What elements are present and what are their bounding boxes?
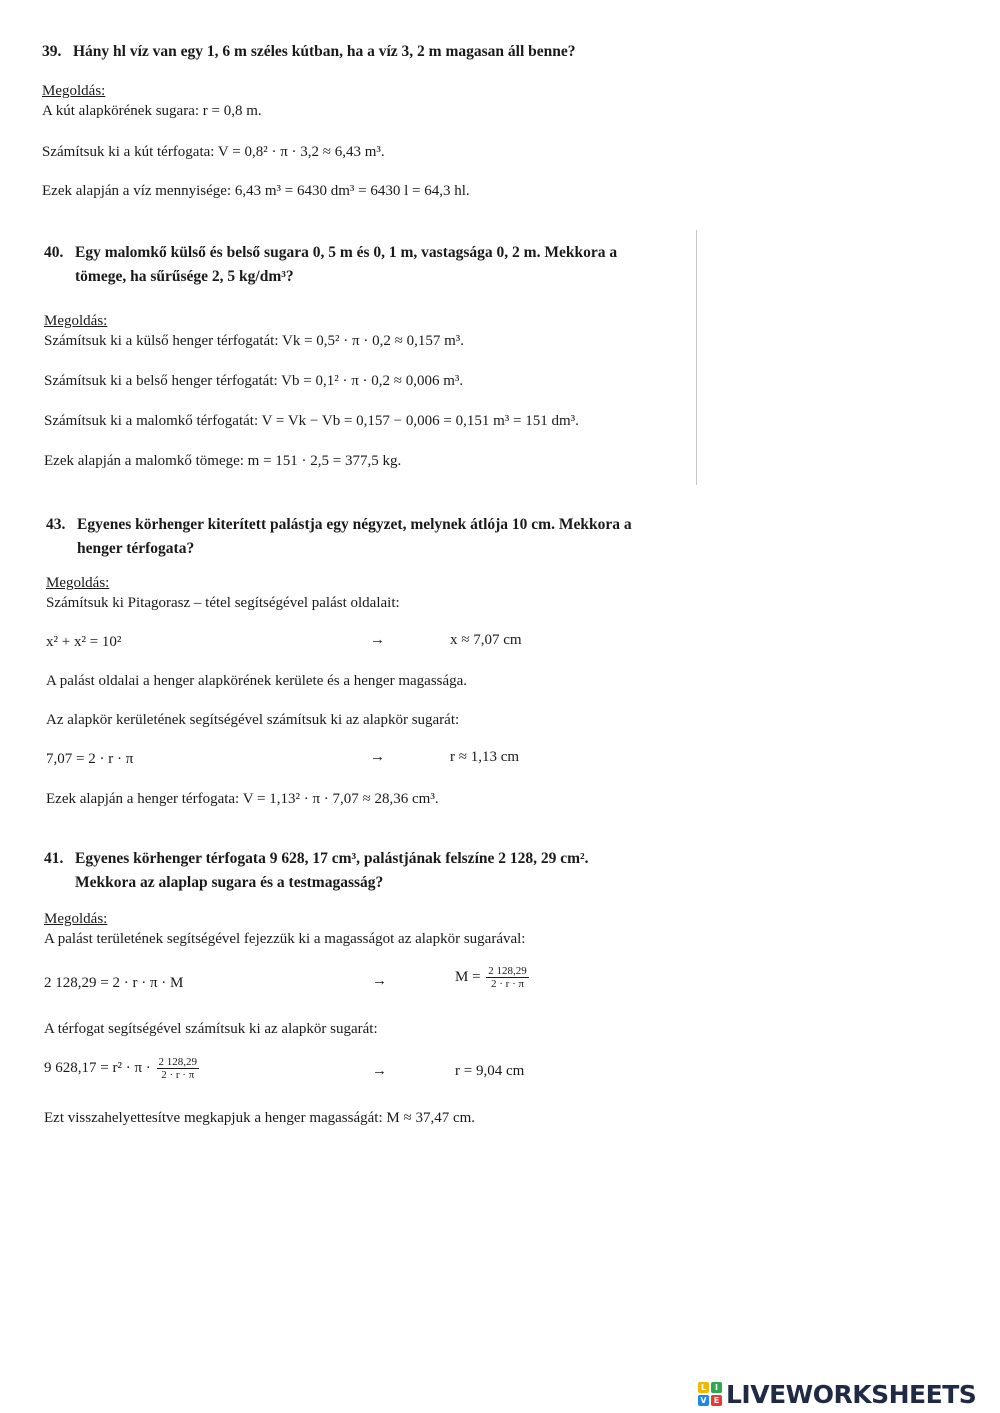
solution-heading: Megoldás:	[44, 911, 108, 927]
fraction-denominator: 2 · r · π	[161, 1069, 195, 1081]
question-text: Egyenes körhenger térfogata 9 628, 17 cm³, palástjának felszíne 2 128, 29 cm².	[75, 850, 589, 867]
question-text: Egyenes körhenger kiterített palástja egy négyzet, melynek átlója 10 cm. Mekkora a	[77, 516, 632, 533]
solution-line: A palást oldalai a henger alapkörének kerülete és a henger magassága.	[46, 673, 468, 689]
logo-tile: E	[711, 1395, 722, 1406]
solution-line: Számítsuk ki a malomkő térfogatát: V = Vk − Vb = 0,157 − 0,006 = 0,151 m³ = 151 dm³.	[44, 413, 579, 429]
equation-right: r = 9,04 cm	[455, 1063, 525, 1079]
fraction-denominator: 2 · r · π	[491, 978, 525, 990]
fraction	[486, 965, 529, 990]
solution-line: Számítsuk ki a belső henger térfogatát: Vb = 0,1² · π · 0,2 ≈ 0,006 m³.	[44, 373, 464, 389]
solution-line: Az alapkör kerületének segítségével számítsuk ki az alapkör sugarát:	[46, 712, 460, 728]
problem-number: 43.	[46, 516, 66, 533]
question-text: tömege, ha sűrűsége 2, 5 kg/dm³?	[75, 268, 294, 285]
solution-line: Ezek alapján a malomkő tömege: m = 151 · 2,5 = 377,5 kg.	[44, 453, 402, 469]
liveworksheets-logo	[698, 1379, 976, 1409]
arrow-icon: →	[370, 749, 385, 765]
solution-line: Számítsuk ki a kút térfogata: V = 0,8² · π · 3,2 ≈ 6,43 m³.	[42, 144, 385, 160]
solution-line: A palást területének segítségével fejezzük ki a magasságot az alapkör sugarával:	[44, 931, 526, 947]
logo-tiles-icon	[698, 1382, 722, 1406]
solution-line: Ezek alapján a víz mennyisége: 6,43 m³ = 6430 dm³ = 6430 l = 64,3 hl.	[42, 183, 470, 199]
arrow-icon: →	[370, 632, 385, 648]
fraction-numerator: 2 128,29	[158, 1056, 198, 1068]
equation-prefix: M =	[455, 968, 481, 985]
fraction	[157, 1056, 200, 1081]
problem-number: 41.	[44, 850, 64, 867]
arrow-icon: →	[372, 1063, 387, 1079]
problem-40-question	[44, 241, 694, 289]
problem-43-question	[46, 513, 696, 561]
equation-left: 2 128,29 = 2 · r · π · M	[44, 975, 184, 991]
equation-prefix: 9 628,17 = r² · π ·	[44, 1059, 151, 1076]
solution-heading: Megoldás:	[42, 83, 106, 99]
equation-right	[455, 965, 531, 990]
solution-line: Számítsuk ki Pitagorasz – tétel segítségével palást oldalait:	[46, 595, 400, 611]
solution-line: A kút alapkörének sugara: r = 0,8 m.	[42, 103, 262, 119]
problem-number: 40.	[44, 244, 64, 261]
question-text: Mekkora az alaplap sugara és a testmagasság?	[75, 874, 384, 891]
logo-text: LIVEWORKSHEETS	[726, 1379, 977, 1409]
question-text: Egy malomkő külső és belső sugara 0, 5 m és 0, 1 m, vastagsága 0, 2 m. Mekkora a	[75, 244, 618, 261]
solution-heading: Megoldás:	[46, 575, 110, 591]
question-text: henger térfogata?	[77, 540, 195, 557]
logo-tile: V	[698, 1395, 709, 1406]
equation-left	[44, 1056, 201, 1081]
equation-right: r ≈ 1,13 cm	[450, 749, 520, 765]
equation-left: x² + x² = 10²	[46, 634, 122, 650]
equation-right: x ≈ 7,07 cm	[450, 632, 522, 648]
solution-line: Ezek alapján a henger térfogata: V = 1,13² · π · 7,07 ≈ 28,36 cm³.	[46, 791, 439, 807]
problem-41-question	[44, 847, 704, 895]
problem-39-question	[42, 40, 576, 64]
question-text: Hány hl víz van egy 1, 6 m széles kútban, ha a víz 3, 2 m magasan áll benne?	[73, 43, 576, 60]
solution-line: Ezt visszahelyettesítve megkapjuk a henger magasságát: M ≈ 37,47 cm.	[44, 1110, 476, 1126]
solution-heading: Megoldás:	[44, 313, 108, 329]
arrow-icon: →	[372, 973, 387, 989]
fraction-numerator: 2 128,29	[488, 965, 527, 977]
problem-number: 39.	[42, 43, 62, 60]
divider	[696, 230, 697, 485]
solution-line: A térfogat segítségével számítsuk ki az alapkör sugarát:	[44, 1021, 378, 1037]
logo-tile: I	[711, 1382, 722, 1393]
solution-line: Számítsuk ki a külső henger térfogatát: Vk = 0,5² · π · 0,2 ≈ 0,157 m³.	[44, 333, 464, 349]
equation-left: 7,07 = 2 · r · π	[46, 751, 134, 767]
logo-tile: L	[698, 1382, 709, 1393]
